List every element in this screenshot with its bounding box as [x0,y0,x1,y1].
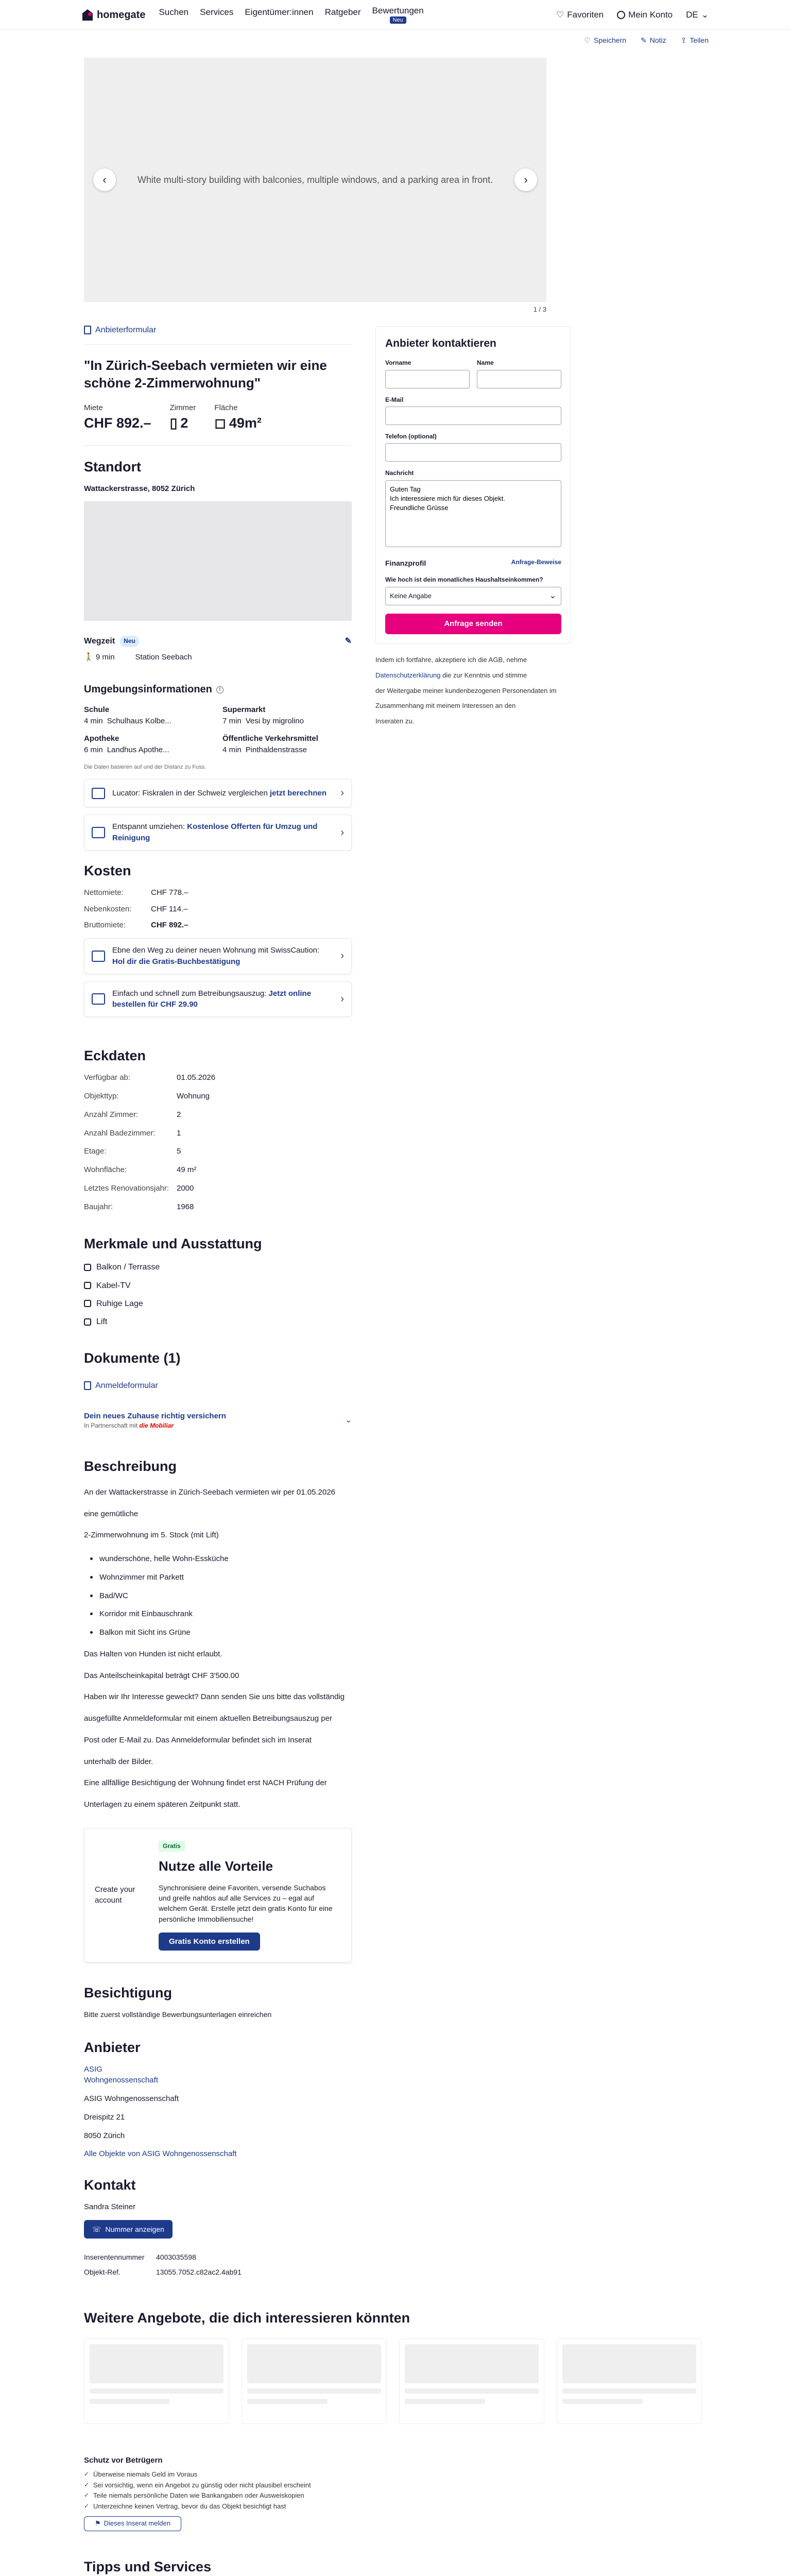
area-fact: Fläche ◻ 49m² [214,402,261,434]
chevron-down-icon: ⌄ [701,9,709,20]
offer-card-placeholder[interactable] [242,2338,387,2424]
income-select[interactable]: Keine Angabe [385,587,561,605]
offers-carousel [84,2338,707,2424]
offer-card-placeholder[interactable] [557,2338,702,2424]
contact-person: Sandra Steiner [84,2202,136,2212]
finance-profile: Finanzprofil Anfrage-Beweise [385,558,561,568]
tips-services [84,2557,707,2576]
surroundings-heading: Umgebungsinformationen i [84,682,352,697]
area-icon: ◻ [214,415,226,431]
email-field[interactable] [385,406,561,425]
offer-card-placeholder[interactable] [84,2338,229,2424]
door-icon: ▯ [169,415,178,431]
document-icon [84,326,91,334]
share-button[interactable]: ⇪ Teilen [681,35,709,45]
feature-item: Lift [84,1316,352,1328]
flag-icon: ⚑ [95,2519,101,2528]
lift-icon [84,1318,91,1326]
divider [84,445,352,446]
details-table: Verfügbar ab: 01.05.2026 Objekttyp: Wohnung Anzahl Zimmer: 2 Anzahl Badezimmer: 1 Etage: 5 Wohnfläche: 49 m² Letztes Renovationsjahr: 2000 Baujahr: 1968 [84,1073,216,1211]
provider-name-link[interactable]: ASIG Wohngenossenschaft [84,2064,158,2085]
offer-card-placeholder[interactable] [399,2338,544,2424]
finance-profile-link[interactable]: Anfrage-Beweise [511,558,561,566]
reference-table: Inserentennummer 4003035598 Objekt-Ref. 13055.7052.c82ac2.4ab91 [84,2253,242,2276]
features-heading: Merkmale und Ausstattung [84,1236,262,1252]
chevron-left-icon: ‹ [102,173,107,187]
top-navigation [0,0,791,30]
anmeldeformular-link[interactable]: Anbieterformular [84,319,352,341]
report-listing-button[interactable]: ⚑ Dieses Inserat melden [84,2516,181,2531]
chevron-right-icon: › [340,826,344,838]
further-offers [84,2308,707,2424]
tips-heading: Tipps und Services [84,2558,212,2574]
homegate-logo[interactable]: homegate [82,8,145,23]
listing-title: "In Zürich-Seebach vermieten wir eine schöne 2-Zimmerwohnung" [84,358,327,391]
chevron-down-icon: ⌄ [549,591,556,600]
costs-heading: Kosten [84,862,131,878]
surrounding-item: Schule 4 min Schulhaus Kolbe... [84,705,171,726]
document-icon [92,993,105,1005]
chevron-right-icon: › [340,787,344,799]
document-link[interactable]: Anmeldeformular [84,1375,352,1397]
share-icon: ⇪ [680,36,687,44]
nav-suchen[interactable]: Suchen [159,7,189,17]
travel-time: Wegzeit Neu ✎ [84,635,352,647]
location-heading: Standort [84,459,141,474]
first-name-field[interactable] [385,370,470,388]
contact-form: Anbieter kontaktieren Vorname Name E-Mail Telefon (optional) Nachricht Guten Tag Ich interessiere mich für dieses Objekt. Freundliche Grüsse Finanzprofil Anfrage-Beweise Wie hoch ist dein monatliches Haushaltseinkommen? Keine Angabe ⌄ Anfrage senden [375,326,571,644]
heart-icon: ♡ [556,9,564,20]
documents-heading: Dokumente (1) [84,1350,181,1366]
chevron-right-icon: › [340,993,344,1005]
mobiliar-insurance-banner[interactable]: Dein neues Zuhause richtig versichern In Partnerschaft mit die Mobiliar ⌄ [84,1411,352,1430]
rooms-fact: Zimmer ▯ 2 [170,402,196,434]
provider-section: Anbieter ASIG Wohngenossenschaft ASIG Wohngenossenschaft Dreispitz 21 8050 Zürich Alle Objekte von ASIG Wohngenossenschaft [84,2038,352,2160]
next-image-button[interactable] [514,168,537,191]
previous-image-button[interactable] [93,168,116,191]
send-request-button[interactable]: Anfrage senden [385,614,561,634]
surroundings-note: Die Daten basieren auf und der Distanz zu Fuss. [84,764,207,771]
phone-icon: ☏ [92,2225,101,2234]
surrounding-item: Apotheke 6 min Landhus Apothe... [84,734,169,754]
rent-fact: Miete CHF 892.– [84,403,151,431]
viewing-heading: Besichtigung [84,1985,173,2001]
message-field[interactable] [385,480,561,547]
last-name-field[interactable] [477,370,561,388]
costs-table: Nettomiete: CHF 778.– Nebenkosten: CHF 114.– Bruttomiete: CHF 892.– [84,888,188,930]
new-badge: Neu [120,636,139,647]
gallery-image-alt: White multi-story building with balconies, multiple windows, and a parking area in front. [137,174,493,185]
provider-heading: Anbieter [84,2039,141,2055]
nav-eigentuemer[interactable]: Eigentümer:innen [245,7,314,17]
account-link[interactable]: Mein Konto [617,9,673,22]
language-switch[interactable]: DE ⌄ [686,9,709,22]
new-badge: Neu [390,16,406,24]
quiet-icon [84,1300,91,1307]
balcony-icon [84,1264,91,1271]
heart-icon: ♡ [584,36,591,44]
listing-main: Anbieterformular "In Zürich-Seebach vermieten wir eine schöne 2-Zimmerwohnung" Miete CHF 892.– Zimmer ▯ 2 Fläche ◻ 49m² Standort Wattackerstrasse, 8052 Zürich Wegzeit Neu ✎ 🚶 9 min Station Seebach Umgebungsinformationen i Schule 4 min Schulhaus Kolbe... Supermarkt 7 min Vesi by migrolino Apotheke 6 min Landhus Apothe... Öffentliche Verkehrsmittel 4 min Pinthaldenstrasse Die Daten basieren auf und der Distanz zu Fuss. Lucator: Fiskralen in der Schweiz vergleichen jetzt berechnen › Entspannt umziehen: Kostenlose Offerten für Umzug und Reinigung › Kosten Nettomiete: CHF 778.– Nebenkosten: CHF 114.– Bruttomiete: CHF 892.– Ebne den Weg zu deiner neuen Wohnung mit SwissCaution: Hol dir die Gratis-Buchbestätigung › Einfach und schnell zum Betreibungsauszug: Jetzt online bestellen für CHF 29.90 › Eckdaten Verfügbar ab: 01.05.2026 Objekttyp: Wohnung Anzahl Zimmer: 2 Anzahl Badezimmer: 1 Etage: 5 Wohnfläche: 49 m² Letztes Renovationsjahr: 2000 Baujahr: 1968 Merkmale und Ausstattung Balkon / Terrasse Kabel-TV Ruhige Lage Lift Dokumente (1) Anmeldeformular Dein neues Zuhause richtig versichern In Partnerschaft mit die Mobiliar ⌄ Beschreibung An der Wattackerstrasse in Zürich-Seebach vermieten wir per 01.05.2026 eine gemütliche 2-Zimmerwohnung im 5. Stock (mit Lift) wunderschöne, helle Wohn-Essküche Wohnzimmer mit Parkett Bad/WC Korridor mit Einbauschrank Balkon mit Sicht ins Grüne Das Halten von Hunden ist nicht erlaubt. Das Anteilscheinkapital beträgt CHF 3'500.00 Haben wir Ihr Interesse geweckt? Dann senden Sie uns bitte das vollständig ausgefüllte Anmeldeformular mit einem aktuellen Betreibungsauszug per Post oder E-Mail zu. Das Anmeldeformular befindet sich im Inserat unterhalb der Bilder. Eine allfällige Besichtigung der Wohnung findet erst NACH Prüfung der Unterlagen zu einem späteren Zeitpunkt statt. Create your account Gratis Nutze alle Vorteile Synchronisiere deine Favoriten, versende Suchabos und greife nahtlos auf alle Services zu – egal auf welchem Gerät. Erstelle jetzt dein gratis Konto für eine persönliche Immobiliensuche! Gratis Konto erstellen Besichtigung Bitte zuerst vollständige Bewerbungsunterlagen einreichen Anbieter ASIG Wohngenossenschaft ASIG Wohngenossenschaft Dreispitz 21 8050 Zürich Alle Objekte von ASIG Wohngenossenschaft Kontakt Sandra Steiner ☏ Nummer anzeigen Inserentennummer 4003035598 Objekt-Ref. 13055.7052.c82ac2.4ab91 [84,319,352,2277]
chevron-right-icon: › [524,173,528,187]
surrounding-item: Supermarkt 7 min Vesi by migrolino [222,705,304,726]
travel-time-row: 🚶 9 min Station Seebach [84,652,192,662]
create-account-button[interactable]: Gratis Konto erstellen [159,1933,260,1951]
divider [84,344,352,345]
lucator-promo[interactable]: Lucator: Fiskralen in der Schweiz vergleichen jetzt berechnen › [84,779,352,807]
description: Beschreibung An der Wattackerstrasse in Zürich-Seebach vermieten wir per 01.05.2026 eine gemütliche 2-Zimmerwohnung im 5. Stock (mit Lift) wunderschöne, helle Wohn-Essküche Wohnzimmer mit Parkett Bad/WC Korridor mit Einbauschrank Balkon mit Sicht ins Grüne Das Halten von Hunden ist nicht erlaubt. Das Anteilscheinkapital beträgt CHF 3'500.00 Haben wir Ihr Interesse geweckt? Dann senden Sie uns bitte das vollständig ausgefüllte Anmeldeformular mit einem aktuellen Betreibungsauszug per Post oder E-Mail zu. Das Anmeldeformular befindet sich im Inserat unterhalb der Bilder. Eine allfällige Besichtigung der Wohnung findet erst NACH Prüfung der Unterlagen zu einem späteren Zeitpunkt statt. [84,1456,352,1810]
info-icon[interactable]: i [216,686,223,693]
feature-item: Kabel-TV [84,1280,352,1292]
key-facts [84,402,352,434]
details-heading: Eckdaten [84,1048,146,1064]
create-account-card: Create your account Gratis Nutze alle Vorteile Synchronisiere deine Favoriten, versende Suchabos und greife nahtlos auf alle Services zu – egal auf welchem Gerät. Erstelle jetzt dein gratis Konto für eine persönliche Immobiliensuche! Gratis Konto erstellen [84,1828,352,1962]
fraud-protection: Schutz vor Betrügern ✓ Überweise niemals Geld im Voraus ✓ Sei vorsichtig, wenn ein Angebot zu günstig oder nicht plausibel erscheint ✓ Teile niemals persönliche Daten wie Bankangaben oder Ausweiskopien ✓ Unterzeichne keinen Vertrag, bevor du das Objekt besichtigt hast ⚑ Dieses Inserat melden [84,2455,707,2531]
feature-item: Ruhige Lage [84,1298,352,1310]
user-nav [556,9,709,22]
gratis-badge: Gratis [159,1841,185,1852]
legal-notice: Indem ich fortfahre, akzeptiere ich die AGB, nehme Datenschutzerklärung die zur Kenntnis und stimme der Weitergabe meiner kundenbezogenen Personendaten im Zusammenhang mit meinem Interessen an den Inseraten zu. [375,655,557,725]
phone-field[interactable] [385,443,561,462]
notes-button[interactable]: ✎ Notiz [641,35,666,45]
contact-sidebar [375,319,571,2277]
favorites-link[interactable]: ♡ Favoriten [556,9,604,22]
nav-ratgeber[interactable]: Ratgeber [324,7,361,17]
nav-bewertungen[interactable]: Bewertungen Neu [372,5,424,24]
shield-icon [92,951,105,962]
feature-item: Balkon / Terrasse [84,1261,352,1273]
betreibung-promo[interactable]: Einfach und schnell zum Betreibungsauszug: Jetzt online bestellen für CHF 29.90 › [84,981,352,1018]
document-icon [84,1381,91,1390]
main-nav [159,6,423,24]
chevron-down-icon: ⌄ [345,1416,352,1425]
contact-form-heading: Anbieter kontaktieren [385,337,496,349]
description-heading: Beschreibung [84,1458,177,1474]
save-button[interactable]: ♡ Speichern [584,35,626,45]
edit-travel-time-icon[interactable]: ✎ [345,637,352,646]
calculator-icon [92,788,105,799]
description-list: wunderschöne, helle Wohn-Essküche Wohnzimmer mit Parkett Bad/WC Korridor mit Einbauschrank Balkon mit Sicht ins Grüne [84,1546,352,1638]
surroundings-grid [84,704,352,755]
listing-actions [0,30,791,50]
privacy-link[interactable]: Datenschutzerklärung [375,671,441,679]
swisscaution-promo[interactable]: Ebne den Weg zu deiner neuen Wohnung mit SwissCaution: Hol dir die Gratis-Buchbestätigung › [84,938,352,974]
show-number-button[interactable]: ☏ Nummer anzeigen [84,2220,173,2239]
image-gallery[interactable] [84,58,546,302]
moving-promo[interactable]: Entspannt umziehen: Kostenlose Offerten für Umzug und Reinigung › [84,815,352,851]
walk-icon: 🚶 [84,652,96,662]
note-icon: ✎ [641,36,647,44]
contact-heading: Kontakt [84,2177,136,2193]
truck-icon [92,827,105,838]
features-list [84,1261,352,1328]
all-objects-link[interactable]: Alle Objekte von ASIG Wohngenossenschaft [84,2149,237,2159]
fraud-heading: Schutz vor Betrügern [84,2456,163,2465]
house-logo-icon [82,9,93,21]
image-counter: 1 / 3 [533,306,546,313]
address: Wattackerstrasse, 8052 Zürich [84,484,195,493]
location-map[interactable] [84,501,352,621]
chevron-right-icon: › [340,950,344,962]
nav-services[interactable]: Services [200,7,234,17]
user-icon [617,11,625,19]
surrounding-item: Öffentliche Verkehrsmittel 4 min Pinthaldenstrasse [222,734,318,754]
tv-icon [84,1282,91,1289]
further-offers-heading: Weitere Angebote, die dich interessieren könnten [84,2310,410,2326]
